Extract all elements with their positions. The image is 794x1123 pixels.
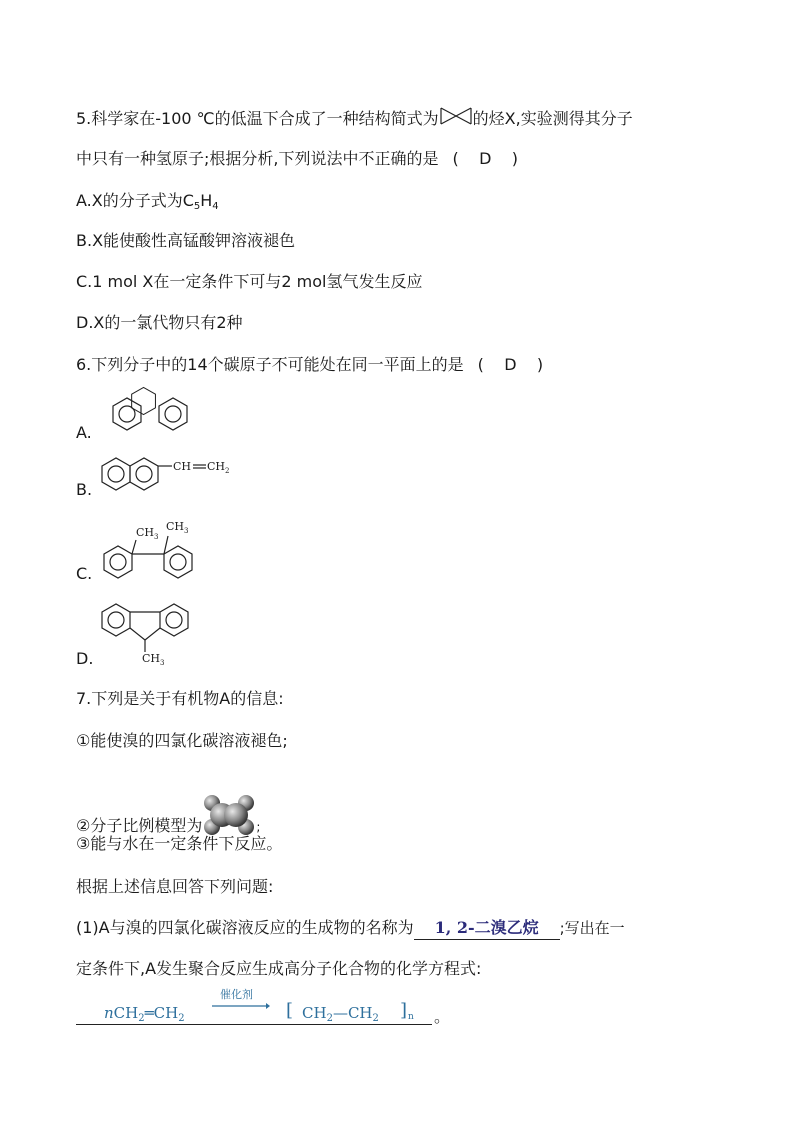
q6-label-b: B. bbox=[76, 480, 93, 499]
eq-product: $CH_2—CH_2$ bbox=[302, 1004, 379, 1024]
q7-part1-text-end: ;写出在一 bbox=[559, 919, 625, 937]
methylfluorene-structure bbox=[98, 600, 208, 668]
q6-answer-bracket bbox=[478, 354, 544, 376]
q7-info-2-end: ; bbox=[256, 820, 261, 834]
naph-ring-1 bbox=[102, 458, 130, 490]
q6-bracket-open: ( bbox=[477, 355, 484, 374]
q5-line2 bbox=[76, 148, 518, 170]
ethylene-space-filling-model-icon bbox=[202, 793, 256, 837]
q6-label-c: C. bbox=[76, 564, 93, 583]
q5-option-a-sub2: 4 bbox=[212, 201, 219, 212]
biphenyl-ring-2 bbox=[164, 546, 192, 578]
bicyclic-structure-icon bbox=[439, 106, 473, 126]
q7-part1-answer: 1, 2-二溴乙烷 bbox=[414, 917, 560, 940]
naph-ring-2-aromatic bbox=[136, 466, 152, 482]
q7-part1-line1 bbox=[76, 917, 625, 940]
eq-catalyst: 催化剂 bbox=[220, 988, 253, 1001]
q5-stem-part1: 5.科学家在-100 ℃的低温下合成了一种结构简式为 bbox=[76, 109, 439, 128]
ring-top bbox=[132, 387, 156, 414]
fluorene-ring-1 bbox=[102, 604, 130, 636]
q5-bracket-close: ) bbox=[511, 149, 518, 168]
biphenyl-ring-1 bbox=[104, 546, 132, 578]
methyl-bond-1 bbox=[132, 540, 136, 554]
q5-bracket-open: ( bbox=[452, 149, 459, 168]
dimethylbiphenyl-structure bbox=[98, 518, 208, 582]
q5-option-a-text: A.X的分子式为C bbox=[76, 191, 194, 210]
fluorene-bridge-right bbox=[145, 628, 160, 640]
naph-ring-1-aromatic bbox=[108, 466, 124, 482]
methyl-label-1: $CH_3$ bbox=[136, 526, 159, 541]
ring-left-aromatic bbox=[119, 406, 135, 422]
q5-stem-part2: 的烃X,实验测得其分子 bbox=[472, 109, 633, 128]
eq-bracket-close-icon: ] bbox=[400, 1000, 408, 1021]
q5-option-b: B.X能使酸性高锰酸钾溶液褪色 bbox=[76, 231, 296, 250]
q5-option-c: C.1 mol X在一定条件下可与2 mol氢气发生反应 bbox=[76, 272, 423, 291]
ring-right bbox=[159, 398, 187, 430]
q5-answer-bracket bbox=[452, 148, 518, 170]
fluorene-bridge-left bbox=[130, 628, 145, 640]
q6-bracket-close: ) bbox=[536, 355, 544, 374]
q7-prompt: 根据上述信息回答下列问题: bbox=[76, 877, 274, 896]
reaction-arrow-icon bbox=[212, 1002, 270, 1010]
polymerization-equation bbox=[76, 988, 432, 1025]
q5-line1 bbox=[76, 106, 633, 130]
q7-info-2-text: ②分子比例模型为 bbox=[76, 816, 203, 835]
q7-stem: 7.下列是关于有机物A的信息: bbox=[76, 689, 284, 708]
q6-answer: D bbox=[504, 355, 517, 374]
q5-option-a-sub1: 5 bbox=[193, 201, 201, 212]
q7-info-3: ③能与水在一定条件下反应。 bbox=[76, 834, 283, 853]
methyl-bond-2 bbox=[164, 536, 168, 554]
q7-part1-text: (1)A与溴的四氯化碳溶液反应的生成物的名称为 bbox=[76, 918, 414, 937]
eq-product-n: n bbox=[408, 1012, 414, 1022]
q5-option-a-h: H bbox=[200, 191, 213, 210]
q6-label-d: D. bbox=[76, 649, 94, 668]
fluorene-methyl-label: $CH_3$ bbox=[142, 652, 165, 667]
eq-bracket-open-icon: [ bbox=[286, 1000, 294, 1021]
biphenyl-ring-2-aromatic bbox=[170, 554, 186, 570]
q7-info-2 bbox=[76, 793, 260, 838]
vinyl-ch-label: CH bbox=[173, 460, 192, 473]
q5-answer: D bbox=[479, 149, 492, 168]
naph-ring-2 bbox=[130, 458, 158, 490]
q7-info-1: ①能使溴的四氯化碳溶液褪色; bbox=[76, 731, 288, 750]
fluorene-ring-2-aromatic bbox=[166, 612, 182, 628]
q5-option-d: D.X的一氯代物只有2种 bbox=[76, 313, 243, 332]
vinylnaphthalene-structure bbox=[98, 452, 248, 498]
q6-stem bbox=[76, 354, 543, 376]
q7-part1-line2: 定条件下,A发生聚合反应生成高分子化合物的化学方程式: bbox=[76, 959, 482, 978]
eq-end-mark: 。 bbox=[434, 1007, 451, 1026]
q5-option-a bbox=[76, 190, 219, 218]
ring-right-aromatic bbox=[165, 406, 181, 422]
q6-stem-text: 6.下列分子中的14个碳原子不可能处在同一平面上的是 bbox=[76, 355, 464, 374]
q5-stem-part3: 中只有一种氢原子;根据分析,下列说法中不正确的是 bbox=[76, 149, 439, 168]
fluorene-ring-1-aromatic bbox=[108, 612, 124, 628]
fluorene-ring-2 bbox=[160, 604, 188, 636]
ring-left bbox=[113, 398, 141, 430]
phenanthrene-structure bbox=[98, 386, 194, 442]
methyl-label-2: $CH_3$ bbox=[166, 520, 189, 535]
biphenyl-ring-1-aromatic bbox=[110, 554, 126, 570]
vinyl-ch2-label: $CH_2$ bbox=[207, 460, 230, 475]
eq-reactant: $nCH_2═CH_2$ bbox=[104, 1004, 185, 1024]
q6-label-a: A. bbox=[76, 423, 92, 442]
